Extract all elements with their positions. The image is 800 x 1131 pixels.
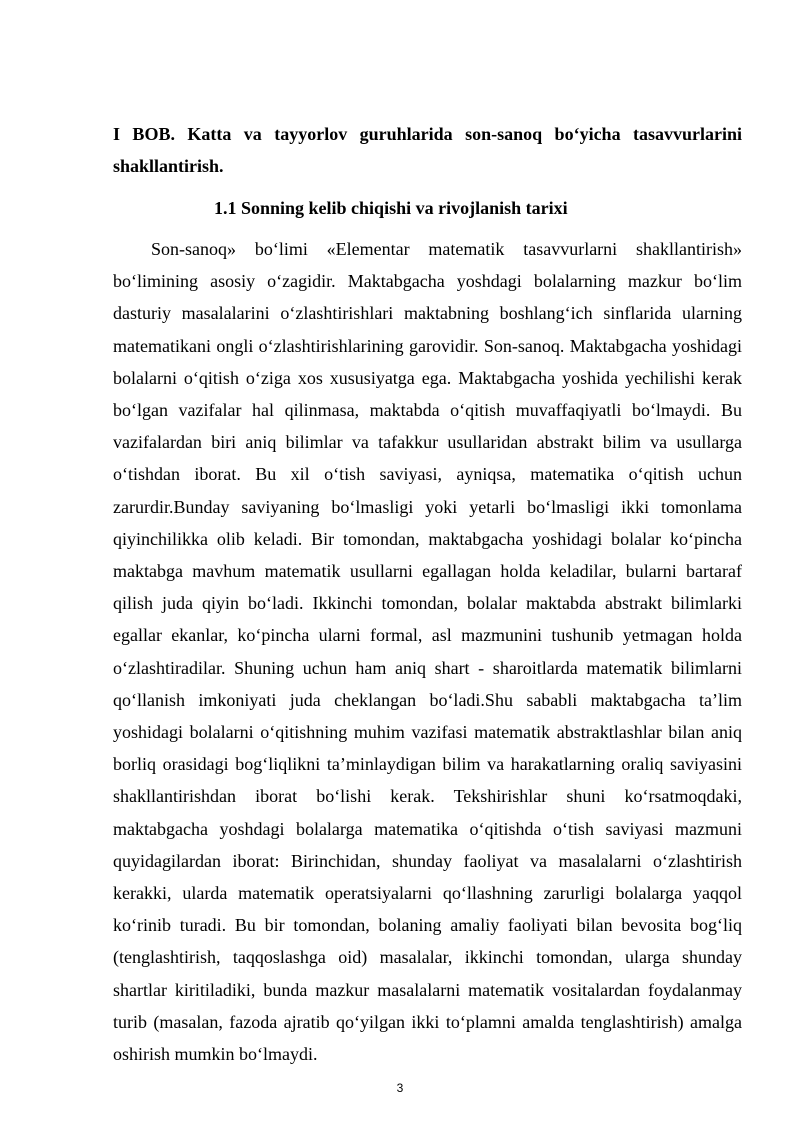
chapter-title: I BOB. Katta va tayyorlov guruhlarida son-sanoq bo‘yicha tasavvurlarini shakllantirish. <box>113 124 742 176</box>
section-title: 1.1 Sonning kelib chiqishi va rivojlanish tarixi <box>214 198 568 218</box>
page-number: 3 <box>396 1081 404 1095</box>
body-paragraph: Son-sanoq» bo‘limi «Elementar matematik tasavvurlarni shakllantirish» bo‘limining asosiy o‘zagidir. Maktabgacha yoshdagi bolalarning mazkur bo‘lim dasturiy masalalarini o‘zlashtirishlari maktabning boshlang‘ich sinflarida ularning matematikani ongli o‘zlashtirishlarining garovidir. Son-sanoq. Maktabgacha yoshidagi bolalarni o‘qitish o‘ziga xos xususiyatga ega. Maktabgacha yoshida yechilishi kerak bo‘lgan vazifalar hal qilinmasa, maktabda o‘qitish muvaffaqiyatli bo‘lmaydi. Bu vazifalardan biri aniq bilimlar va tafakkur usullaridan abstrakt bilim va usullarga o‘tishdan iborat. Bu xil o‘tish saviyasi, ayniqsa, matematika o‘qitish uchun zarurdir.Bunday saviyaning bo‘lmasligi yoki yetarli bo‘lmasligi ikki tomonlama qiyinchilikka olib keladi. Bir tomondan, maktabgacha yoshidagi bolalar ko‘pincha maktabga mavhum matematik usullarni egallagan holda keladilar, bularni bartaraf qilish juda qiyin bo‘ladi. Ikkinchi tomondan, bolalar maktabda abstrakt bilimlarki egallar ekanlar, ko‘pincha ularni formal, asl mazmunini tushunib yetmagan holda o‘zlashtiradilar. Shuning uchun ham aniq shart - sharoitlarda matematik bilimlarni qo‘llanish imkoniyati juda cheklangan bo‘ladi.Shu sababli maktabgacha ta’lim yoshidagi bolalarni o‘qitishning muhim vazifasi matematik abstraktlashlar bilan aniq borliq orasidagi bog‘liqlikni ta’minlaydigan bilim va harakatlarning oraliq saviyasini shakllantirishdan iborat bo‘lishi kerak. Tekshirishlar shuni ko‘rsatmoqdaki, maktabgacha yoshdagi bolalarga matematika o‘qitishda o‘tish saviyasi mazmuni quyidagilardan iborat: Birinchidan, shunday faoliyat va masalalarni o‘zlashtirish kerakki, ularda matematik operatsiyalarni qo‘llashning zarurligi bolalarga yaqqol ko‘rinib turadi. Bu bir tomondan, bolaning amaliy faoliyati bilan bevosita bog‘liq (tenglashtirish, taqqoslashga oid) masalalar, ikkinchi tomondan, ularga shunday shartlar kiritiladiki, bunda mazkur masalalarni matematik vositalardan foydalanmay turib (masalan, fazoda ajratib qo‘yilgan ikki to‘plamni amalda tenglashtirish) amalga oshirish mumkin bo‘lmaydi. <box>113 239 742 1065</box>
